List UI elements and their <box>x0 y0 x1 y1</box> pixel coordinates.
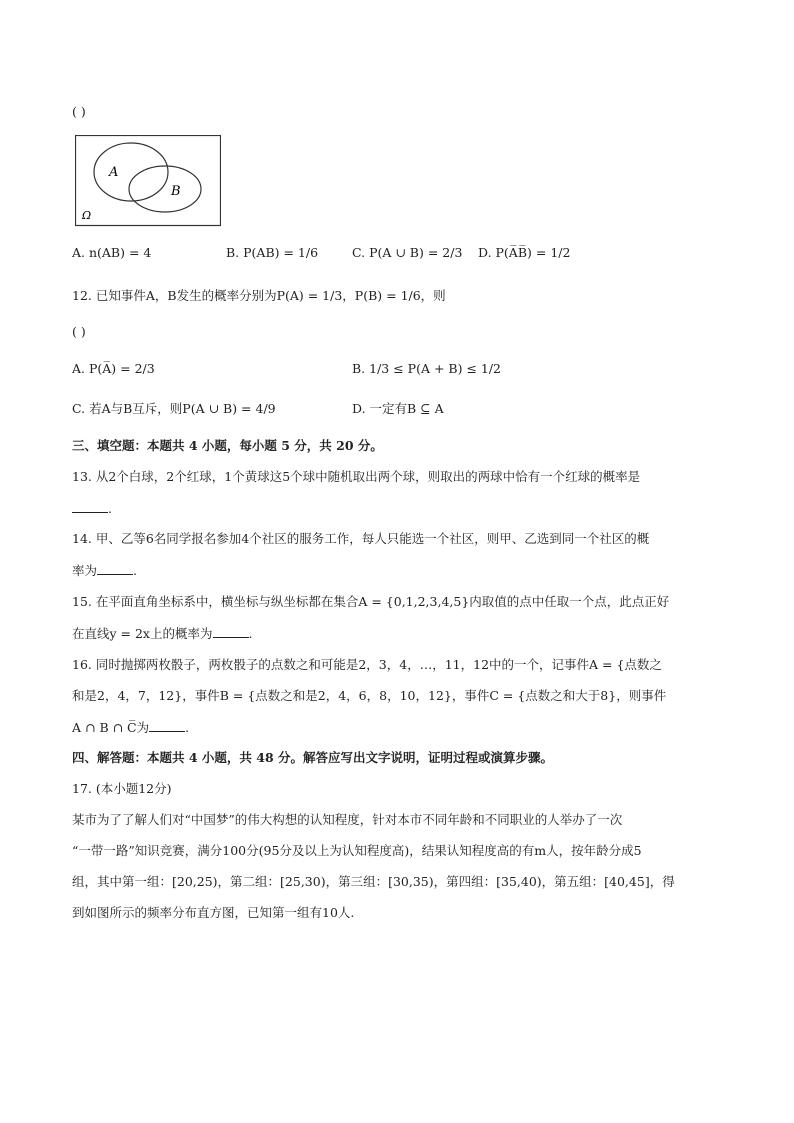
venn-label-omega: Ω <box>82 209 92 222</box>
q17-heading: 17. (本小题12分) <box>72 781 172 796</box>
q12-stem: 12. 已知事件A，B发生的概率分别为P(A) = 1/3，P(B) = 1/6，则 <box>72 288 446 303</box>
q11-paren: ( ) <box>72 104 86 119</box>
q16-line-3-text: A ∩ B ∩ C̅为 <box>72 720 150 735</box>
venn-label-a: A <box>109 165 119 180</box>
q16-line-1: 16. 同时抛掷两枚骰子，两枚骰子的点数之和可能是2，3，4，…，11，12中的一个，记事件A = {点数之 <box>72 657 662 672</box>
q11-option-a: A. n(AB) = 4 <box>72 245 152 260</box>
q13-line-2-text: . <box>108 501 112 516</box>
q17-line-2: “一带一路”知识竞赛，满分100分(95分及以上为认知程度高)，结果认知程度高的有m人，按年龄分成5 <box>72 843 642 858</box>
venn-label-b: B <box>171 184 181 199</box>
q17-line-4: 到如图所示的频率分布直方图，已知第一组有10人. <box>72 905 355 920</box>
q17-line-1: 某市为了了解人们对“中国梦”的伟大构想的认知程度，针对本市不同年龄和不同职业的人举办了一次 <box>72 812 623 827</box>
q13-line-1: 13. 从2个白球，2个红球，1个黄球这5个球中随机取出两个球，则取出的两球中恰有一个红球的概率是 <box>72 469 641 484</box>
q12-paren: ( ) <box>72 324 86 339</box>
q15-line-1: 15. 在平面直角坐标系中，横坐标与纵坐标都在集合A = {0,1,2,3,4,5}内取值的点中任取一个点，此点正好 <box>72 594 670 609</box>
venn-set-b <box>129 166 201 212</box>
section-3-heading: 三、填空题：本题共 4 小题，每小题 5 分，共 20 分。 <box>72 438 383 453</box>
q12-option-c: C. 若A与B互斥，则P(A ∪ B) = 4/9 <box>72 401 276 416</box>
answer-blank <box>72 499 108 513</box>
venn-diagram <box>75 135 221 227</box>
answer-blank <box>149 718 185 732</box>
q12-option-a: A. P(A̅) = 2/3 <box>72 361 155 376</box>
q13-line-2 <box>72 499 112 518</box>
q12-option-b: B. 1/3 ≤ P(A + B) ≤ 1/2 <box>352 361 502 376</box>
q12-option-d: D. 一定有B ⊆ A <box>352 401 444 416</box>
q16-line-2: 和是2，4，7，12}，事件B = {点数之和是2，4，6，8，10，12}，事件C = {点数之和大于8}，则事件 <box>72 688 667 703</box>
q11-option-c: C. P(A ∪ B) = 2/3 <box>352 245 463 260</box>
q16-line-3: A ∩ B ∩ C̅为 . <box>72 720 190 735</box>
q14-line-1: 14. 甲、乙等6名同学报名参加4个社区的服务工作，每人只能选一个社区，则甲、乙选到同一个社区的概 <box>72 531 650 546</box>
answer-blank <box>97 561 133 575</box>
q15-line-2-text: 在直线y = 2x上的概率为 <box>72 626 213 641</box>
venn-set-a <box>94 143 168 201</box>
answer-blank <box>213 624 249 638</box>
section-4-heading: 四、解答题：本题共 4 小题，共 48 分。解答应写出文字说明，证明过程或演算步骤。 <box>72 750 554 765</box>
q17-line-3: 组，其中第一组：[20,25)，第二组：[25,30)，第三组：[30,35)，第四组：[35,40)，第五组：[40,45]，得 <box>72 874 675 889</box>
q15-line-2: 在直线y = 2x上的概率为 . <box>72 626 253 641</box>
q11-option-d: D. P(A̅B̅) = 1/2 <box>478 245 571 260</box>
q14-line-2: 率为 . <box>72 563 137 578</box>
q14-line-2-text: 率为 <box>72 563 98 578</box>
q11-option-b: B. P(AB) = 1/6 <box>226 245 319 260</box>
